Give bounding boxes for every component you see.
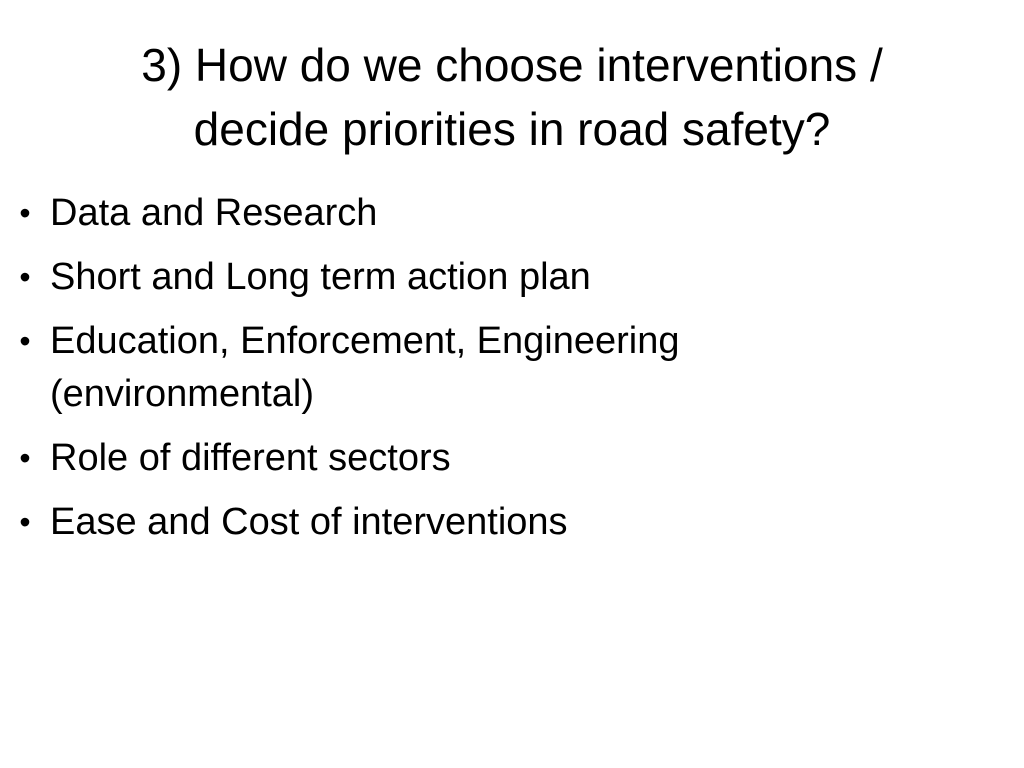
bullet-text: Data and Research — [50, 192, 378, 234]
bullet-dot-icon: • — [19, 440, 31, 476]
bullet-text: Ease and Cost of interventions — [50, 501, 568, 543]
bullet-dot-icon: • — [19, 504, 31, 540]
bullet-text: Education, Enforcement, Engineering (environmental) — [50, 320, 680, 415]
bullet-text: Role of different sectors — [50, 437, 451, 479]
bullet-item — [14, 315, 1004, 421]
bullet-dot-icon: • — [19, 323, 31, 359]
bullet-text: Short and Long term action plan — [50, 256, 591, 298]
bullet-dot-icon: • — [19, 259, 31, 295]
slide-title: 3) How do we choose interventions / decide priorities in road safety? — [141, 39, 883, 155]
bullet-dot-icon: • — [19, 195, 31, 231]
bullet-item — [14, 251, 1004, 304]
bullet-item — [14, 432, 1004, 485]
bullet-list — [14, 187, 1004, 560]
bullet-item — [14, 496, 1004, 549]
bullet-item — [14, 187, 1004, 240]
